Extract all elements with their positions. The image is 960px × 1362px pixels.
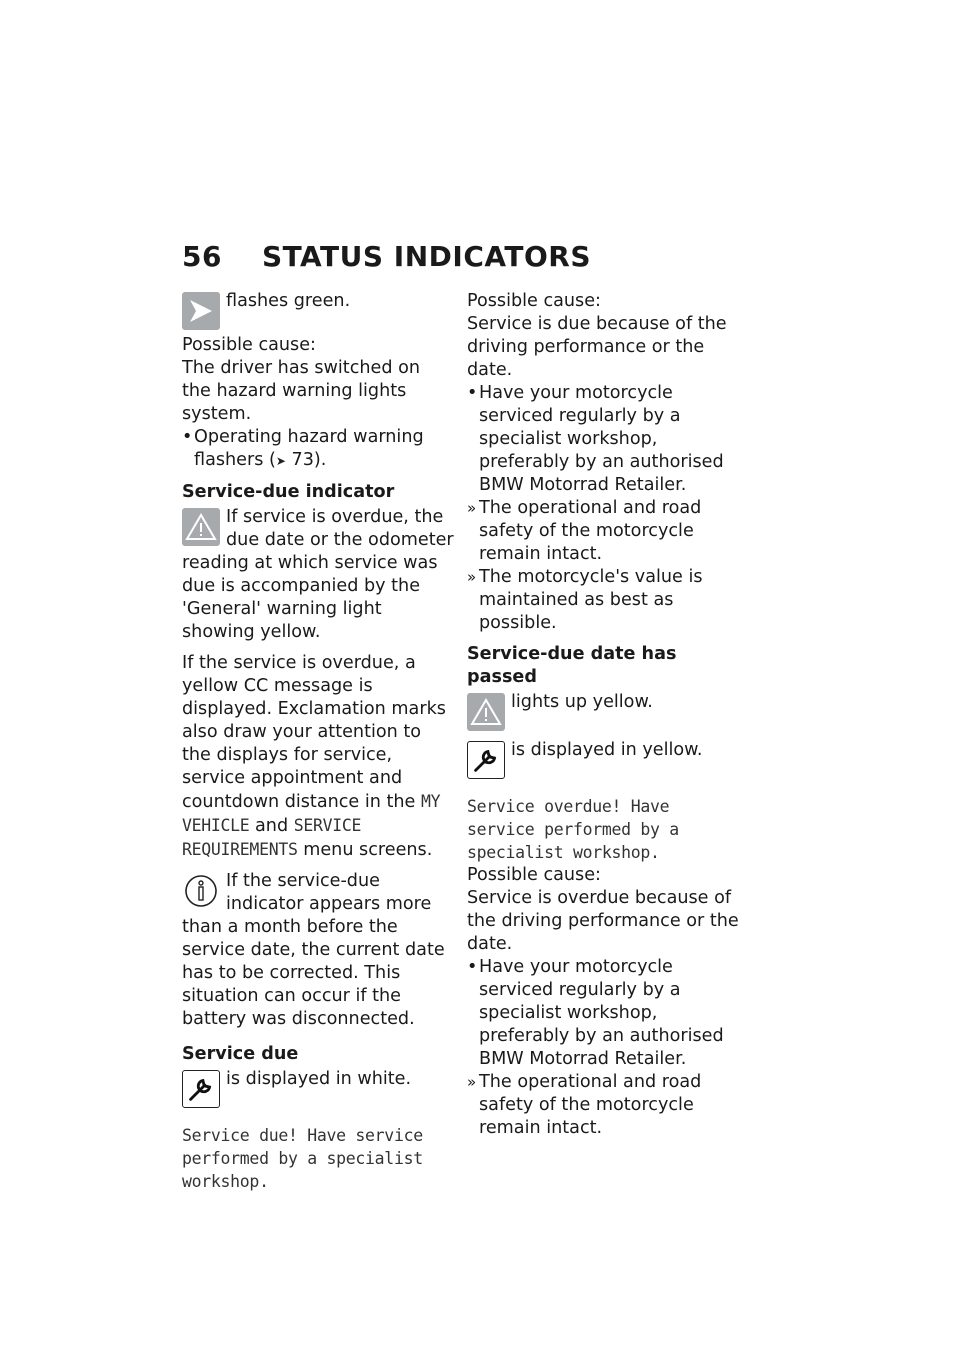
cause-text: Service is overdue because of the driving performance or the date. — [467, 888, 739, 954]
cc-message-paragraph: If the service is overdue, a yellow CC message is displayed. Exclamation marks also draw your attention to the displays for service, service appointment and countdown distance in the MY VEHICLE and SERVICE REQUIREMENTS menu screens. — [182, 653, 446, 860]
flash-text: flashes green. — [226, 291, 351, 311]
menu-name: SERVICE REQUIREMENTS — [182, 816, 362, 859]
cause-label: Possible cause: — [467, 865, 601, 885]
result-item: » The motorcycle's value is maintained as best as possible. — [467, 566, 739, 635]
overdue-paragraph: If service is overdue, the due date or the odometer reading at which service was due is accompanied by the 'General' warning light showing yellow. — [182, 507, 454, 642]
list-item: • Have your motorcycle serviced regularly by a specialist workshop, preferably by an authorised BMW Motorrad Retailer. — [467, 956, 739, 1071]
page-number: 56 — [182, 240, 222, 273]
wrench-icon — [182, 1070, 220, 1108]
section-heading: Service-due date has passed — [467, 644, 677, 687]
lights-yellow-text: lights up yellow. — [511, 692, 653, 712]
left-column — [182, 290, 454, 1193]
warning-triangle-icon — [467, 693, 505, 731]
wrench-icon — [467, 741, 505, 779]
page-reference[interactable]: 73 — [291, 450, 314, 470]
list-item: • Have your motorcycle serviced regularly by a specialist workshop, preferably by an authorised BMW Motorrad Retailer. — [467, 382, 739, 497]
service-overdue-message: Service overdue! Have service performed by a specialist workshop. — [467, 797, 679, 862]
hazard-arrow-icon — [182, 292, 220, 330]
info-paragraph: If the service-due indicator appears more than a month before the service date, the current date has to be corrected. This situation can occur if the battery was disconnected. — [182, 871, 445, 1029]
result-item: » The operational and road safety of the motorcycle remain intact. — [467, 497, 739, 566]
page-title: STATUS INDICATORS — [261, 240, 591, 273]
page-header — [182, 240, 591, 273]
section-heading: Service-due indicator — [182, 482, 395, 502]
cause-text: The driver has switched on the hazard warning lights system. — [182, 358, 421, 424]
service-due-message: Service due! Have service performed by a specialist workshop. — [182, 1126, 423, 1191]
displayed-yellow-text: is displayed in yellow. — [511, 740, 703, 760]
right-column — [467, 290, 739, 1140]
page-reference-icon: ➤ — [275, 454, 286, 468]
menu-name: MY VEHICLE — [182, 792, 441, 835]
cause-label: Possible cause: — [182, 335, 316, 355]
info-icon — [182, 872, 220, 910]
cause-label: Possible cause: — [467, 291, 601, 311]
displayed-white-text: is displayed in white. — [226, 1069, 412, 1089]
list-item: • Operating hazard warning flashers (➤ 73). — [182, 426, 454, 473]
warning-triangle-icon — [182, 508, 220, 546]
section-heading: Service due — [182, 1044, 299, 1064]
cause-text: Service is due because of the driving performance or the date. — [467, 314, 727, 380]
result-item: » The operational and road safety of the motorcycle remain intact. — [467, 1071, 739, 1140]
